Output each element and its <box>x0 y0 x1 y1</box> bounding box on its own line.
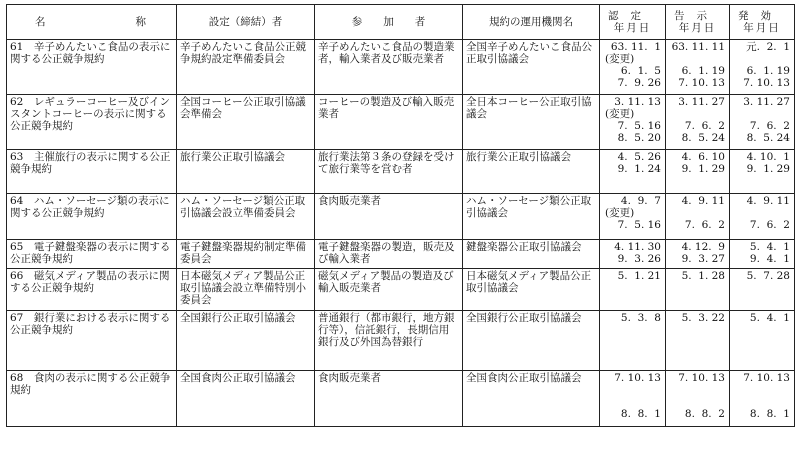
cell-effect-date <box>730 150 795 194</box>
date-line: 4. 9. 11 <box>681 195 725 207</box>
cell-notice-date <box>666 240 730 269</box>
cell-effect-date <box>730 311 795 371</box>
date-line: 9. 1. 29 <box>746 163 790 175</box>
cell-notice-date <box>666 150 730 194</box>
cell-effect-date <box>730 371 795 427</box>
date-line <box>669 53 725 65</box>
cell-setter: 全国食肉公正取引協議会 <box>177 371 315 427</box>
cell-operator: 全国銀行公正取引協議会 <box>463 311 600 371</box>
cell-participant: 旅行業法第３条の登録を受けて旅行業等を営む者 <box>315 150 463 194</box>
cell-notice-date <box>666 269 730 311</box>
date-line: 7. 5. 16 <box>617 219 661 231</box>
date-line: 9. 3. 26 <box>617 253 661 265</box>
cell-operator: 鍵盤楽器公正取引協議会 <box>463 240 600 269</box>
cell-approval-date <box>600 95 666 150</box>
cell-approval-date <box>600 40 666 95</box>
date-line: 7. 10. 13 <box>678 77 725 89</box>
table-row <box>7 95 795 150</box>
date-line: 8. 5. 20 <box>617 132 661 144</box>
date-line: 7. 10. 13 <box>743 77 790 89</box>
date-line <box>603 384 661 396</box>
date-line: 5. 1. 21 <box>617 270 661 282</box>
date-line <box>669 108 725 120</box>
date-line: 8. 5. 24 <box>681 132 725 144</box>
cell-notice-date <box>666 311 730 371</box>
table-row <box>7 40 795 95</box>
cell-setter: ハム・ソーセージ類公正取引協議会設立準備委員会 <box>177 194 315 240</box>
cell-notice-date <box>666 371 730 427</box>
cell-effect-date <box>730 95 795 150</box>
date-line <box>733 53 790 65</box>
date-line: 9. 4. 1 <box>749 253 790 265</box>
date-line: 5. 3. 22 <box>681 312 725 324</box>
date-line: 7. 6. 2 <box>684 219 725 231</box>
date-line: 7. 6. 2 <box>749 120 790 132</box>
regulations-table <box>6 4 795 427</box>
date-line: 4. 11. 30 <box>614 241 661 253</box>
header-participant: 参 加 者 <box>315 5 463 40</box>
cell-setter: 全国銀行公正取引協議会 <box>177 311 315 371</box>
cell-name: 66 磁気メディア製品の表示に関する公正競争規約 <box>7 269 177 311</box>
cell-operator: 全国食肉公正取引協議会 <box>463 371 600 427</box>
date-line: 3. 11. 13 <box>614 96 661 108</box>
cell-name: 64 ハム・ソーセージ類の表示に関する公正競争規約 <box>7 194 177 240</box>
date-line: 5. 4. 1 <box>749 312 790 324</box>
date-line <box>669 384 725 396</box>
cell-notice-date <box>666 40 730 95</box>
date-line: 7. 10. 13 <box>743 372 790 384</box>
date-line: 4. 10. 1 <box>746 151 790 163</box>
date-line: 4. 9. 11 <box>746 195 790 207</box>
date-line: 7. 10. 13 <box>678 372 725 384</box>
date-line: 7. 5. 16 <box>617 120 661 132</box>
cell-name: 61 辛子めんたいこ食品の表示に関する公正競争規約 <box>7 40 177 95</box>
date-line: 4. 9. 7 <box>620 195 661 207</box>
date-line: (変更) <box>605 108 635 120</box>
cell-approval-date <box>600 240 666 269</box>
cell-operator: 全日本コーヒー公正取引協議会 <box>463 95 600 150</box>
table-row <box>7 150 795 194</box>
cell-notice-date <box>666 194 730 240</box>
cell-setter: 日本磁気メディア製品公正取引協議会設立準備特別小委員会 <box>177 269 315 311</box>
date-line <box>733 384 790 396</box>
table-body <box>7 40 795 427</box>
date-line: 元. 2. 1 <box>746 41 790 53</box>
cell-operator: 全国辛子めんたいこ食品公正取引協議会 <box>463 40 600 95</box>
cell-effect-date <box>730 269 795 311</box>
date-line: 7. 6. 2 <box>749 219 790 231</box>
cell-effect-date <box>730 40 795 95</box>
cell-name: 62 レギュラーコーヒー及びインスタントコーヒーの表示に関する公正競争規約 <box>7 95 177 150</box>
cell-name: 63 主催旅行の表示に関する公正競争規約 <box>7 150 177 194</box>
header-approval: 認定 年月日 <box>600 5 666 40</box>
cell-setter: 全国コーヒー公正取引協議会準備会 <box>177 95 315 150</box>
header-name: 名 称 <box>7 5 177 40</box>
date-line <box>669 396 725 408</box>
date-line: 5. 1. 28 <box>681 270 725 282</box>
date-line: 63. 11. 11 <box>671 41 725 53</box>
date-line: 9. 3. 27 <box>681 253 725 265</box>
date-line: 6. 1. 19 <box>681 65 725 77</box>
cell-participant: 辛子めんたいこ食品の製造業者，輸入業者及び販売業者 <box>315 40 463 95</box>
cell-setter: 電子鍵盤楽器規約制定準備委員会 <box>177 240 315 269</box>
date-line: 8. 8. 2 <box>684 408 725 420</box>
cell-approval-date <box>600 371 666 427</box>
cell-effect-date <box>730 194 795 240</box>
date-line <box>733 108 790 120</box>
cell-setter: 辛子めんたいこ食品公正競争規約設定準備委員会 <box>177 40 315 95</box>
date-line: 7. 10. 13 <box>614 372 661 384</box>
cell-operator: 旅行業公正取引協議会 <box>463 150 600 194</box>
date-line: 5. 4. 1 <box>749 241 790 253</box>
date-line <box>733 396 790 408</box>
header-effect: 発効 年月日 <box>730 5 795 40</box>
cell-participant: コーヒーの製造及び輸入販売業者 <box>315 95 463 150</box>
cell-approval-date <box>600 150 666 194</box>
date-line <box>669 207 725 219</box>
table-row <box>7 311 795 371</box>
table-row <box>7 194 795 240</box>
header-setter: 設定（締結）者 <box>177 5 315 40</box>
date-line: 9. 1. 24 <box>617 163 661 175</box>
date-line: 63. 11. 1 <box>610 41 661 53</box>
cell-setter: 旅行業公正取引協議会 <box>177 150 315 194</box>
cell-name: 68 食肉の表示に関する公正競争規約 <box>7 371 177 427</box>
cell-approval-date <box>600 269 666 311</box>
cell-operator: ハム・ソーセージ類公正取引協議会 <box>463 194 600 240</box>
table-row <box>7 240 795 269</box>
cell-participant: 磁気メディア製品の製造及び輸入販売業者 <box>315 269 463 311</box>
cell-name: 67 銀行業における表示に関する公正競争規約 <box>7 311 177 371</box>
cell-participant: 普通銀行（都市銀行，地方銀行等），信託銀行，長期信用銀行及び外国為替銀行 <box>315 311 463 371</box>
date-line: 3. 11. 27 <box>678 96 725 108</box>
date-line: 8. 5. 24 <box>746 132 790 144</box>
date-line: 7. 9. 26 <box>617 77 661 89</box>
date-line: 9. 1. 29 <box>681 163 725 175</box>
cell-participant: 食肉販売業者 <box>315 194 463 240</box>
date-line: 7. 6. 2 <box>684 120 725 132</box>
date-line: 5. 3. 8 <box>620 312 661 324</box>
date-line: 8. 8. 1 <box>749 408 790 420</box>
header-notice: 告示 年月日 <box>666 5 730 40</box>
cell-notice-date <box>666 95 730 150</box>
cell-approval-date <box>600 311 666 371</box>
date-line: 6. 1. 5 <box>620 65 661 77</box>
header-operator: 規約の運用機関名 <box>463 5 600 40</box>
date-line: 4. 6. 10 <box>681 151 725 163</box>
cell-name: 65 電子鍵盤楽器の表示に関する公正競争規約 <box>7 240 177 269</box>
date-line: 6. 1. 19 <box>746 65 790 77</box>
date-line: (変更) <box>605 53 635 65</box>
cell-participant: 食肉販売業者 <box>315 371 463 427</box>
cell-effect-date <box>730 240 795 269</box>
table-row <box>7 371 795 427</box>
cell-approval-date <box>600 194 666 240</box>
cell-participant: 電子鍵盤楽器の製造，販売及び輸入業者 <box>315 240 463 269</box>
date-line <box>733 207 790 219</box>
date-line: 4. 5. 26 <box>617 151 661 163</box>
table-row <box>7 269 795 311</box>
header-row <box>7 5 795 40</box>
cell-operator: 日本磁気メディア製品公正取引協議会 <box>463 269 600 311</box>
date-line: 3. 11. 27 <box>743 96 790 108</box>
date-line <box>603 396 661 408</box>
date-line: 5. 7. 28 <box>746 270 790 282</box>
date-line: 4. 12. 9 <box>681 241 725 253</box>
date-line: (変更) <box>605 207 635 219</box>
date-line: 8. 8. 1 <box>620 408 661 420</box>
